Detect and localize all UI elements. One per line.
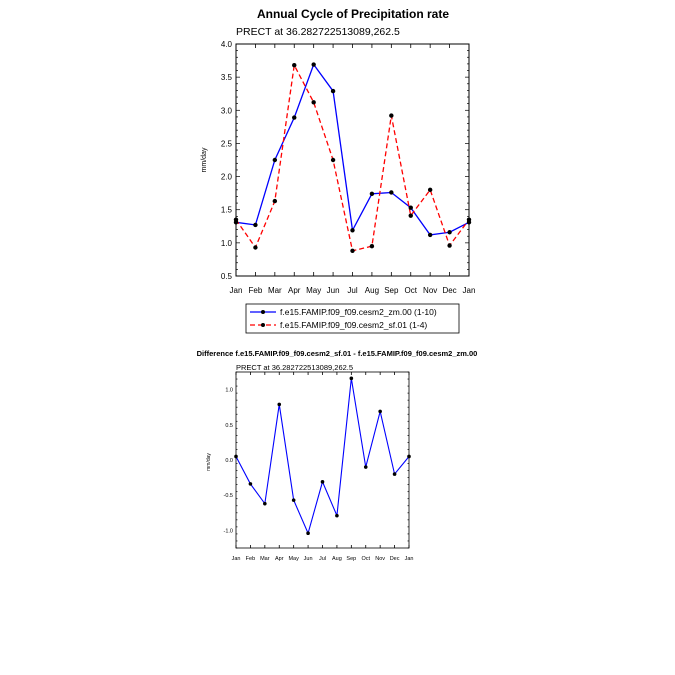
x-tick-label: Jan [462,286,476,295]
series-line-1 [236,65,469,251]
data-point [253,223,257,227]
data-point [467,217,471,221]
data-point [277,403,281,407]
y-tick-label: -0.5 [223,493,233,500]
data-point [331,89,335,93]
series-line-0 [236,378,409,533]
data-point [350,249,354,253]
axis-ticks [236,44,469,276]
legend-marker-zm00 [261,310,265,314]
data-point [428,188,432,192]
x-tick-label: Jan [231,556,241,562]
data-point [389,190,393,194]
y-tick-labels [221,40,233,281]
x-tick-label: Oct [361,556,371,562]
legend-marker-sf01 [261,323,265,327]
data-point [321,480,325,484]
x-tick-label: Dec [442,286,457,295]
y-tick-label: 0.0 [225,458,233,464]
x-tick-labels [230,286,476,295]
x-tick-label: Feb [245,556,256,562]
data-point [447,230,451,234]
data-point [273,199,277,203]
x-tick-label: Jul [318,556,327,562]
x-tick-label: Jun [326,286,340,295]
legend-label-sf01: f.e15.FAMIP.f09_f09.cesm2_sf.01 (1-4) [280,320,428,330]
x-tick-label: Apr [288,286,301,295]
y-tick-label: 3.5 [220,73,232,83]
precip-plot [201,40,475,295]
data-point [306,531,310,535]
data-point [292,498,296,502]
x-tick-label: Mar [260,556,270,562]
series-lines [236,65,469,251]
data-point [335,514,339,518]
series-markers [234,62,471,253]
y-tick-label: 1.0 [220,238,232,248]
x-tick-label: Feb [248,286,263,295]
x-tick-label: Oct [404,286,417,295]
diff-axis-ticks [236,372,409,548]
data-point [370,244,374,248]
y-tick-label: 0.5 [220,272,232,281]
data-point [350,377,354,381]
data-point [263,502,267,506]
y-tick-label: 0.5 [225,422,233,429]
data-point [350,228,354,232]
x-tick-label: May [306,286,322,295]
data-point [378,410,382,414]
data-point [428,233,432,237]
y-tick-label: -1.0 [223,528,233,535]
data-point [234,455,238,459]
diff-chart-title: Difference f.e15.FAMIP.f09_f09.cesm2_sf.01 - f.e15.FAMIP.f09_f09.cesm2_zm.00 [196,349,478,358]
y-tick-label: 1.0 [225,387,233,394]
x-tick-label: Jun [303,556,313,562]
x-tick-label: Mar [267,286,282,295]
x-tick-label: Dec [389,556,400,562]
y-axis-label: mm/day [201,147,208,173]
x-tick-label: Sep [346,556,357,562]
data-point [311,100,315,104]
y-tick-label: 4.0 [220,40,232,49]
x-tick-label: May [288,556,299,562]
x-tick-label: Sep [384,286,399,295]
data-point [393,472,397,476]
data-point [370,192,374,196]
data-point [364,465,368,469]
diff-plot-frame [236,372,409,548]
data-point [311,62,315,66]
diff-y-tick-labels [224,388,233,535]
y-tick-label: 2.5 [220,139,232,149]
data-point [292,115,296,119]
chart-subtitle: PRECT at 36.282722513089,262.5 [236,26,400,38]
x-tick-label: Nov [375,556,386,562]
diff-y-axis-label: mm/day [206,453,212,471]
data-point [409,206,413,210]
data-point [234,217,238,221]
x-tick-label: Nov [423,286,438,295]
legend [246,304,459,333]
data-point [273,158,277,162]
data-point [407,455,411,459]
x-tick-label: Jan [229,286,243,295]
y-tick-label: 2.0 [220,172,232,182]
diff-chart-subtitle: PRECT at 36.282722513089,262.5 [236,363,354,372]
x-tick-label: Apr [274,556,284,562]
data-point [292,63,296,67]
plot-frame [236,44,469,276]
data-point [409,213,413,217]
data-point [331,158,335,162]
difference-plot [206,372,413,562]
diff-series-markers [234,377,411,535]
chart-title: Annual Cycle of Precipitation rate [256,7,450,21]
x-tick-label: Jan [404,556,414,562]
data-point [253,245,257,249]
y-tick-label: 3.0 [220,106,232,116]
data-point [389,113,393,117]
diff-x-tick-labels [232,556,414,562]
y-tick-label: 1.5 [220,205,232,215]
legend-label-zm00: f.e15.FAMIP.f09_f09.cesm2_zm.00 (1-10) [280,307,437,317]
x-tick-label: Aug [364,286,380,295]
diff-series-lines [236,378,409,533]
data-point [249,482,253,486]
data-point [447,243,451,247]
x-tick-label: Aug [332,556,342,562]
x-tick-label: Jul [347,286,358,295]
